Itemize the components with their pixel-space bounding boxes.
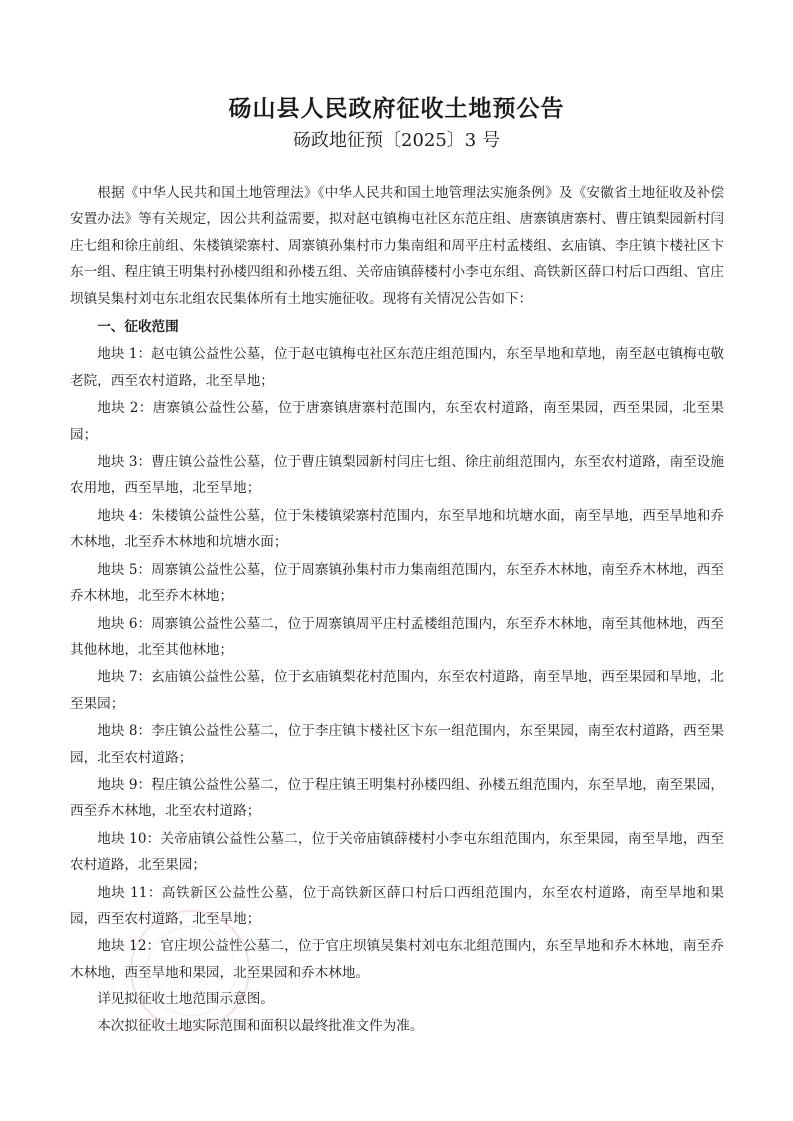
faint-seal-stamp (130, 910, 250, 1030)
plot-paragraph-1: 地块 1：赵屯镇公益性公墓，位于赵屯镇梅屯社区东范庄组范围内，东至旱地和草地，南至赵屯镇梅屯敬老院，西至农村道路，北至旱地； (70, 346, 724, 389)
document-number: 砀政地征预〔2025〕3 号 (293, 130, 500, 151)
plot-paragraph-6: 地块 6：周寨镇公益性公墓二，位于周寨镇周平庄村孟楼组范围内，东至乔木林地，南至其他林地，西至其他林地，北至其他林地； (70, 615, 724, 658)
plot-paragraph-3: 地块 3：曹庄镇公益性公墓，位于曹庄镇梨园新村闫庄七组、徐庄前组范围内，东至农村道路，南至设施农用地，西至旱地，北至旱地； (70, 454, 724, 497)
section-heading-scope: 一、征收范围 (97, 319, 179, 336)
faint-seal-inner-ring (146, 926, 236, 1016)
plot-paragraph-2: 地块 2：唐寨镇公益性公墓，位于唐寨镇唐寨村范围内，东至农村道路，南至果园，西至果园，北至果园； (70, 400, 724, 443)
plot-paragraph-5: 地块 5：周寨镇公益性公墓，位于周寨镇孙集村市力集南组范围内，东至乔木林地，南至乔木林地，西至乔木林地，北至乔木林地； (70, 561, 724, 605)
plot-paragraph-7: 地块 7：玄庙镇公益性公墓，位于玄庙镇梨花村范围内，东至农村道路，南至旱地，西至果园和旱地，北至果园； (70, 669, 724, 712)
document-title: 砀山县人民政府征收土地预公告 (228, 95, 565, 122)
document-body (70, 180, 724, 1039)
plot-paragraph-8: 地块 8：李庄镇公益性公墓二，位于李庄镇卞楼社区卞东一组范围内，东至果园，南至农村道路，西至果园，北至农村道路； (70, 723, 724, 766)
note-final-approval: 本次拟征收土地实际范围和面积以最终批准文件为准。 (97, 1017, 424, 1034)
plot-paragraph-12: 地块 12：官庄坝公益性公墓二，位于官庄坝镇吴集村刘屯东北组范围内，东至旱地和乔木林地，南至乔木林地，西至旱地和果园，北至果园和乔木林地。 (70, 938, 724, 981)
plot-paragraph-10: 地块 10：关帝庙镇公益性公墓二，位于关帝庙镇薛楼村小李屯东组范围内，东至果园，南至旱地，西至农村道路，北至果园； (70, 830, 724, 874)
plot-paragraph-11: 地块 11：高铁新区公益性公墓，位于高铁新区薛口村后口西组范围内，东至农村道路，南至旱地和果园，西至农村道路，北至旱地； (70, 884, 724, 927)
plot-paragraph-9: 地块 9：程庄镇公益性公墓二，位于程庄镇王明集村孙楼四组、孙楼五组范围内，东至旱地，南至果园，西至乔木林地，北至农村道路； (70, 776, 724, 820)
plot-paragraph-4: 地块 4：朱楼镇公益性公墓，位于朱楼镇梁寨村范围内，东至旱地和坑塘水面，南至旱地，西至旱地和乔木林地，北至乔木林地和坑塘水面； (70, 507, 724, 551)
intro-paragraph: 根据《中华人民共和国土地管理法》《中华人民共和国土地管理法实施条例》及《安徽省土地征收及补偿安置办法》等有关规定，因公共利益需要，拟对赵屯镇梅屯社区东范庄组、唐寨镇唐寨村、曹庄镇梨园新村闫庄七组和徐庄前组、朱楼镇梁寨村、周寨镇孙集村市力集南组和周平庄村孟楼组、玄庙镇、李庄镇卞楼社区卞东一组、程庄镇王明集村孙楼四组和孙楼五组、关帝庙镇薛楼村小李屯东组、高铁新区薛口村后口西组、官庄坝镇吴集村刘屯东北组农民集体所有土地实施征收。现将有关情况公告如下： (70, 185, 724, 307)
note-map-reference: 详见拟征收土地范围示意图。 (97, 991, 274, 1008)
